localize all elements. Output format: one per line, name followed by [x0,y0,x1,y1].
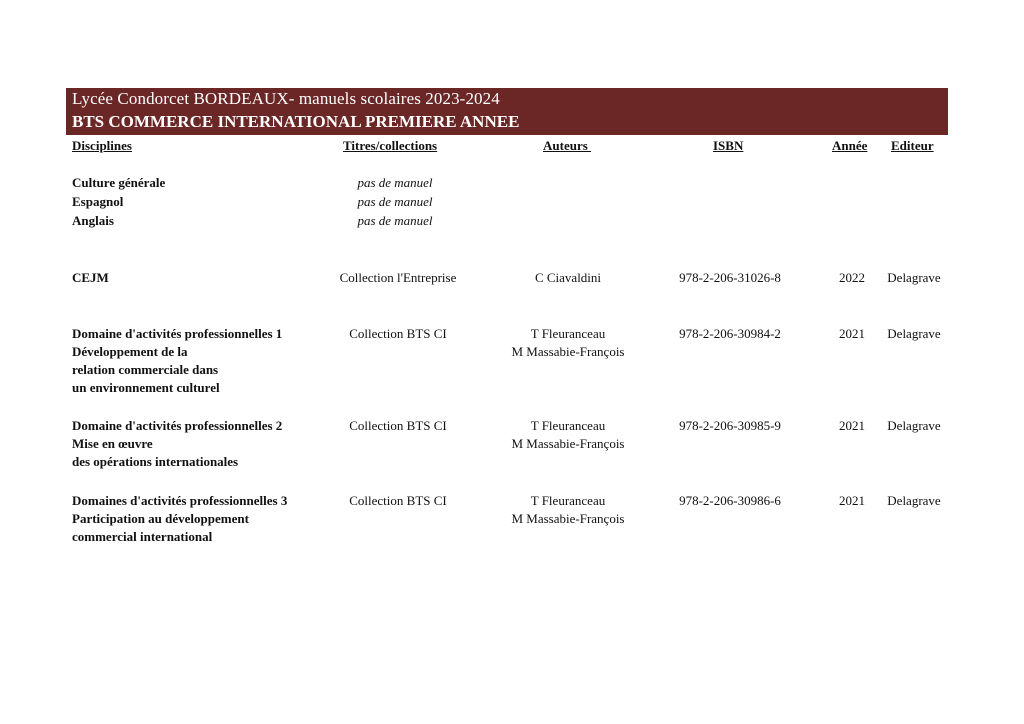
auteur-cell [488,492,648,528]
discipline-line: Participation au développement [72,511,249,526]
discipline-line: relation commerciale dans [72,362,219,377]
editeur-cell: Delagrave [887,418,941,433]
discipline-cell [72,325,282,397]
auteur-line: M Massabie-François [511,511,625,526]
discipline-line: un environnement culturel [72,380,220,395]
auteur-line: C Ciavaldini [534,270,602,285]
auteur-line: T Fleuranceau [530,493,606,508]
discipline-cell [72,269,109,287]
column-header-annee: Année [832,138,868,153]
auteur-line: M Massabie-François [511,344,625,359]
auteur-cell [488,269,648,287]
titre-cell: pas de manuel [357,175,433,190]
titre-cell: pas de manuel [357,194,433,209]
auteur-line: T Fleuranceau [530,326,606,341]
discipline-cell: Culture générale [72,175,166,190]
titre-cell: pas de manuel [357,213,433,228]
annee-cell: 2022 [839,270,865,285]
isbn-cell: 978-2-206-30985-9 [679,418,781,433]
document-title: Lycée Condorcet BORDEAUX- manuels scolaires 2023-2024 [72,89,500,108]
editeur-cell: Delagrave [887,493,941,508]
discipline-line: Domaine d'activités professionnelles 2 [72,418,283,433]
discipline-cell: Anglais [72,213,114,228]
discipline-cell: Espagnol [72,194,124,209]
column-header-disciplines: Disciplines [72,138,132,153]
document-subtitle: BTS COMMERCE INTERNATIONAL PREMIERE ANNEE [72,112,520,131]
discipline-line: commercial international [72,529,213,544]
titre-cell: Collection BTS CI [349,326,447,341]
discipline-line: Mise en œuvre [72,436,153,451]
annee-cell: 2021 [839,326,865,341]
titre-cell: Collection BTS CI [349,493,447,508]
auteur-line: T Fleuranceau [530,418,606,433]
isbn-cell: 978-2-206-30984-2 [679,326,781,341]
discipline-line: Domaine d'activités professionnelles 1 [72,326,283,341]
editeur-cell: Delagrave [887,270,941,285]
titre-cell: Collection BTS CI [349,418,447,433]
column-header-isbn: ISBN [713,138,744,153]
discipline-cell [72,417,282,471]
isbn-cell: 978-2-206-30986-6 [679,493,781,508]
discipline-line: Domaines d'activités professionnelles 3 [72,493,288,508]
titre-cell: Collection l'Entreprise [339,270,457,285]
discipline-cell [72,492,287,546]
discipline-line: des opérations internationales [72,454,239,469]
isbn-cell: 978-2-206-31026-8 [679,270,781,285]
discipline-line: CEJM [72,270,109,285]
discipline-line: Développement de la [72,344,188,359]
column-header-editeur: Editeur [891,138,934,153]
header-banner [66,88,948,135]
column-header-titres: Titres/collections [343,138,438,153]
annee-cell: 2021 [839,418,865,433]
auteur-line: M Massabie-François [511,436,625,451]
auteur-cell [488,417,648,453]
annee-cell: 2021 [839,493,865,508]
column-header-auteurs: Auteurs [543,138,592,153]
auteur-cell [488,325,648,361]
editeur-cell: Delagrave [887,326,941,341]
